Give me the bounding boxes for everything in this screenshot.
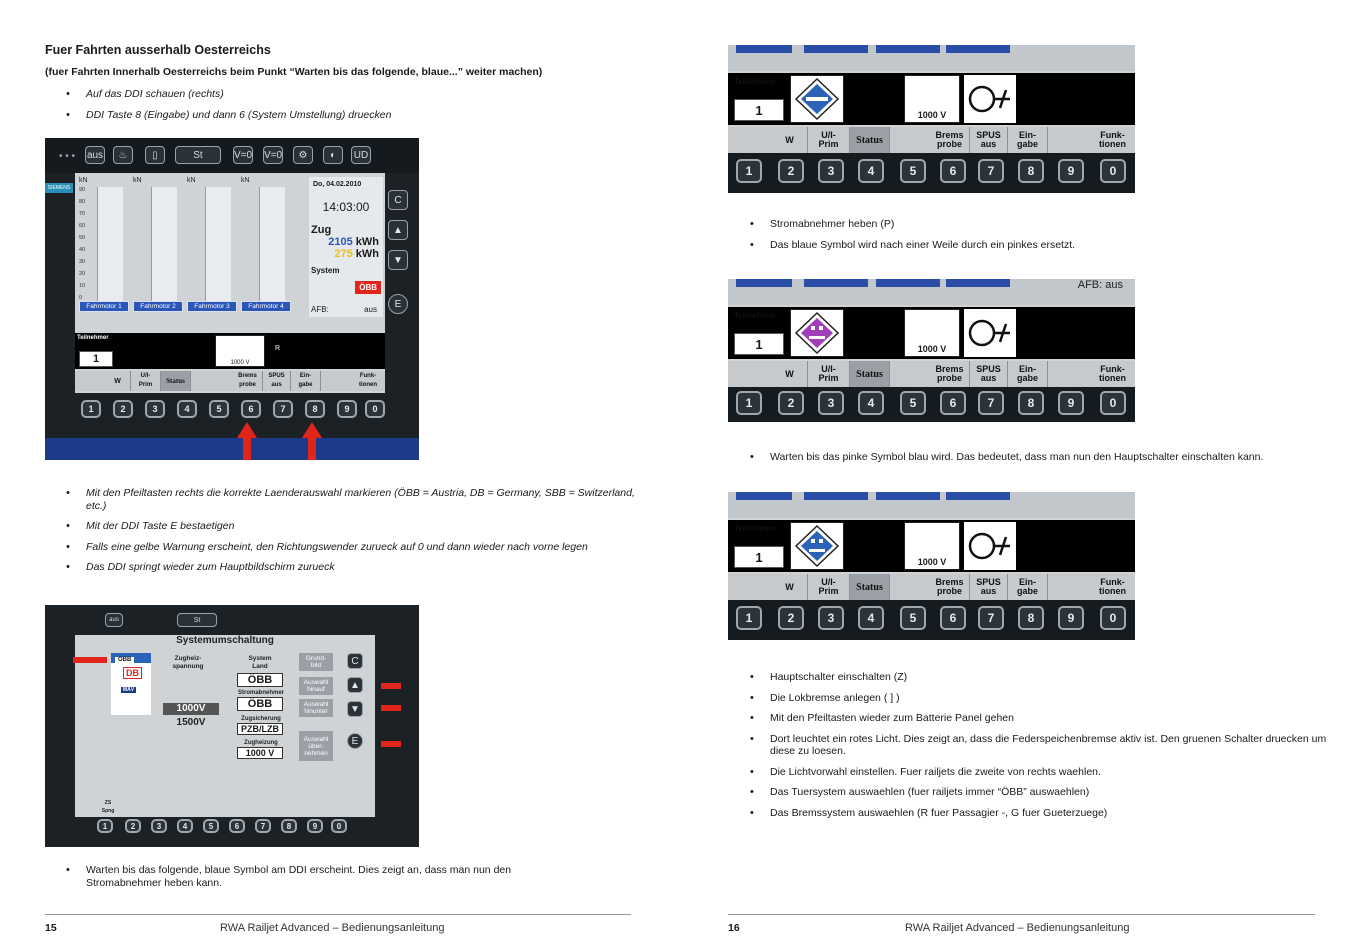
system-obb-badge: ÖBB [355,281,381,294]
softkey-ui-prim[interactable]: U/I- Prim [808,127,850,153]
footer-title: RWA Railjet Advanced – Bedienungsanleitung [905,922,1130,934]
zugsicherung-label: Zugsicherung [241,716,281,722]
v0-icon: V=0 [233,146,253,164]
flag-db[interactable]: DB [123,667,142,679]
softkey-funktionen[interactable]: Funk- tionen [1099,577,1126,596]
main-switch-icon [964,75,1016,123]
list-item: • Das DDI springt wieder zum Hauptbildschirm zurueck [64,561,639,574]
ddi-panel-blue [728,45,1135,193]
list-item: • DDI Taste 8 (Eingabe) und dann 6 (System Umstellung) druecken [64,109,644,122]
teilnehmer-value: 1 [79,351,113,367]
bullet-list-bottom [64,864,584,897]
list-item: • Warten bis das pinke Symbol blau wird. Das bedeutet, dass man nun den Hauptschalter einschalten kann. [748,451,1348,464]
r-label: R [275,345,281,352]
gauge-motor-2: kN Fahrmotor 2 [133,177,181,317]
heater-voltage-icon: 1000 V [904,522,960,570]
list-item: • Das Tuersystem auswaehlen (fuer railjets immer “ÖBB” auswaehlen) [748,786,1338,799]
strom-value[interactable]: ÖBB [237,697,283,711]
num-key-6[interactable]: 6 [940,606,966,630]
list-item: • Die Lokbremse anlegen ( ] ) [748,692,1338,705]
system-label: System [311,266,340,275]
softkey-eingabe[interactable]: Ein- gabe [1008,127,1048,153]
afb-label: AFB: [311,305,329,314]
num-key-0[interactable]: 0 [365,400,385,418]
softkey-eingabe[interactable]: Ein- gabe [1008,361,1048,387]
ddi-system-screenshot [45,605,419,847]
list-item: • Mit den Pfeiltasten wieder zum Batterie Panel gehen [748,712,1338,725]
softkey-spus[interactable]: SPUS aus [970,574,1008,600]
teilnehmer-label: Teilnehmer [734,524,777,533]
afb-strip: AFB: aus [1077,279,1123,291]
softkey-bremsprobe[interactable]: Brems probe [233,371,263,391]
num-key-8[interactable]: 8 [1018,606,1044,630]
v0-alt-icon: V=0 [263,146,283,164]
num-key-1[interactable]: 1 [736,606,762,630]
softkey-bremsprobe[interactable]: Brems probe [930,127,970,153]
num-key-4[interactable]: 4 [858,606,884,630]
bullet-list-a [748,218,1308,259]
num-key-7[interactable]: 7 [273,400,293,418]
num-key-2[interactable]: 2 [113,400,133,418]
list-item: • Warten bis das folgende, blaue Symbol am DDI erscheint. Dies zeigt an, dass man nun den Stromabnehmer heben kann. [64,864,584,889]
softkey-bremsprobe[interactable]: Brems probe [930,361,970,387]
footer-title: RWA Railjet Advanced – Bedienungsanleitung [220,922,445,934]
softkey-funktionen[interactable]: Funk- tionen [1099,130,1126,149]
num-key-7[interactable]: 7 [255,819,271,833]
num-key-1[interactable]: 1 [97,819,113,833]
grundbild-key[interactable]: Grund- bild [299,653,333,671]
red-arrow-e [381,741,401,747]
num-key-2[interactable]: 2 [778,159,804,183]
num-key-0[interactable]: 0 [1100,391,1126,415]
num-key-6[interactable]: 6 [940,159,966,183]
num-key-6[interactable]: 6 [940,391,966,415]
softkey-w[interactable]: W [772,361,808,387]
section-subheading: (fuer Fahrten Innerhalb Oesterreichs beim Punkt “Warten bis das folgende, blaue...” weiter machen) [45,66,543,78]
softkey-bremsprobe[interactable]: Brems probe [930,574,970,600]
num-key-3[interactable]: 3 [818,159,844,183]
softkey-eingabe[interactable]: Ein- gabe [1008,574,1048,600]
side-key-c[interactable]: C [347,653,363,669]
heater-voltage-icon: 1000 V [904,309,960,357]
num-key-1[interactable]: 1 [736,159,762,183]
system-land-label: System Land [248,655,272,670]
marker-icon: ▯ [145,146,165,164]
main-switch-icon [964,309,1016,357]
flag-obb[interactable]: ÖBB [115,657,134,663]
softkey-w[interactable]: W [772,127,808,153]
ddi-zug: Zug [311,224,332,236]
list-item: • Falls eine gelbe Warnung erscheint, den Richtungswender zurueck auf 0 und dann wieder nach vorne legen [64,541,639,554]
stromabnehmer-label: Stromabnehmer [237,690,284,696]
page-number: 15 [45,922,57,934]
teilnehmer-label: Teilnehmer [734,311,777,320]
list-item: • Hauptschalter einschalten (Z) [748,671,1338,684]
softkey-status[interactable]: Status [850,361,890,387]
st-icon: St [177,613,217,627]
num-key-4[interactable]: 4 [858,159,884,183]
softkey-ui-prim[interactable]: U/I- Prim [131,371,161,391]
red-arrow-key-6 [243,436,251,460]
softkey-w[interactable]: W [772,574,808,600]
auswahl-uebernehmen-key[interactable]: Auswahl über- nehmen [299,731,333,761]
red-arrow-flags [73,657,107,663]
kwh-total: 2105 [328,236,353,248]
gauge-ticks: 90 80 70 60 50 40 30 20 10 0 [79,187,86,301]
bullet-list-c [748,671,1338,827]
page-15 [0,0,680,952]
brightness-icon: ◐ [323,146,343,164]
zugheizung-label: Zugheizung [244,740,278,746]
system-title: Systemumschaltung [176,635,274,646]
list-item: • Dort leuchtet ein rotes Licht. Dies zeigt an, dass die Federspeichenbremse aktiv ist. Den gruenen Schalter druecken um diese zu loesen. [748,733,1338,758]
gauge-motor-3: kN Fahrmotor 3 [187,177,235,317]
softkey-funktionen[interactable]: Funk- tionen [359,373,377,388]
num-key-1[interactable]: 1 [736,391,762,415]
ddi-panel-pink [728,279,1135,422]
ddi-main-screenshot: • • • aus ♨ ▯ St V=0 V=0 ⚙ ◐ UD SIEMENS kN Fahrmotor 1 kN Fahrmotor 2 kN Fahrmotor 3 kN Fahrmotor 4 90 80 70 60 50 40 30 20 10 0 Do, 04.02.2010 14:03:00 Zug 2105 kWh 275 kWh System ÖBB AFB: aus Teilnehmer 1 1000 V R W U/I- Prim Status Brems probe SPUS aus Ein- gabe Funk- tionen C ▲ ▼ E 1 2 3 4 5 6 7 8 9 0 [45,138,419,460]
footer-rule [728,914,1315,915]
side-key-c[interactable]: C [388,190,408,210]
softkey-spus[interactable]: SPUS aus [263,371,291,391]
num-key-6[interactable]: 6 [229,819,245,833]
num-key-4[interactable]: 4 [177,819,193,833]
side-key-e[interactable]: E [388,294,408,314]
num-key-6[interactable]: 6 [241,400,261,418]
heater-voltage-icon: 1000 V [215,335,265,367]
pantograph-status-blue [790,75,844,123]
num-key-0[interactable]: 0 [331,819,347,833]
land-value[interactable]: ÖBB [237,673,283,687]
num-key-8[interactable]: 8 [1018,391,1044,415]
afb-value: aus [364,305,377,314]
auswahl-hinauf-key[interactable]: Auswahl hinauf [299,677,333,695]
softkey-status[interactable]: Status [850,127,890,153]
num-key-0[interactable]: 0 [1100,159,1126,183]
num-key-8[interactable]: 8 [1018,159,1044,183]
red-arrow-down [381,705,401,711]
list-item: • Auf das DDI schauen (rechts) [64,88,644,101]
num-key-4[interactable]: 4 [177,400,197,418]
num-key-2[interactable]: 2 [778,606,804,630]
num-key-1[interactable]: 1 [81,400,101,418]
side-key-e[interactable]: E [347,733,363,749]
flag-mav[interactable]: MÁV [123,687,135,693]
footer-rule [45,914,631,915]
side-key-up[interactable]: ▲ [347,677,363,693]
softkey-status[interactable]: Status [850,574,890,600]
kwh-recup: 275 [334,248,353,260]
st-icon: St [175,146,221,164]
num-key-8[interactable]: 8 [281,819,297,833]
num-key-9[interactable]: 9 [1058,606,1084,630]
teilnehmer-value: 1 [734,99,784,121]
heater-icon: ♨ [113,146,133,164]
gauge-motor-4: kN Fahrmotor 4 [241,177,289,317]
list-item: • Mit den Pfeiltasten rechts die korrekte Laenderauswahl markieren (ÖBB = Austria, DB = Germany, SBB = Switzerland, etc.) [64,487,639,512]
num-key-7[interactable]: 7 [978,606,1004,630]
teilnehmer-label: Teilnehmer [77,335,109,341]
softkey-funktionen[interactable]: Funk- tionen [1099,364,1126,383]
page-16 [681,0,1361,952]
bullet-list-b [748,451,1348,472]
ddi-panel-blue-ready [728,492,1135,640]
num-key-7[interactable]: 7 [978,159,1004,183]
side-key-up[interactable]: ▲ [388,220,408,240]
num-key-0[interactable]: 0 [1100,606,1126,630]
num-key-9[interactable]: 9 [1058,391,1084,415]
teilnehmer-label: Teilnehmer [734,77,777,86]
num-key-5[interactable]: 5 [900,606,926,630]
voltage-1500[interactable]: 1500V [176,717,206,728]
zs-spng-key[interactable]: ZS Spng [101,800,115,814]
gauge-motor-1: kN Fahrmotor 1 [79,177,127,317]
num-key-4[interactable]: 4 [858,391,884,415]
zugsicherung-value[interactable]: PZB/LZB [237,723,283,735]
main-switch-icon [964,522,1016,570]
zugheizung-value[interactable]: 1000 V [237,747,283,759]
num-key-8[interactable]: 8 [305,400,325,418]
softkey-w[interactable]: W [105,371,131,391]
ddi-date: Do, 04.02.2010 [313,181,362,188]
num-key-5[interactable]: 5 [209,400,229,418]
num-key-2[interactable]: 2 [778,391,804,415]
voltage-1000[interactable]: 1000V [163,703,219,715]
softkey-ui-prim[interactable]: U/I- Prim [808,361,850,387]
siemens-logo: SIEMENS [45,183,73,193]
num-key-9[interactable]: 9 [1058,159,1084,183]
pantograph-status-pink [790,309,844,357]
list-item: • Die Lichtvorwahl einstellen. Fuer railjets die zweite von rechts waehlen. [748,766,1338,779]
list-item: • Das Bremssystem auswaehlen (R fuer Passagier -, G fuer Gueterzuege) [748,807,1338,820]
num-key-5[interactable]: 5 [203,819,219,833]
teilnehmer-value: 1 [734,333,784,355]
bullet-list-middle [64,487,639,582]
softkey-eingabe[interactable]: Ein- gabe [291,371,321,391]
num-key-7[interactable]: 7 [978,391,1004,415]
bullet-list-top [64,88,644,129]
section-heading: Fuer Fahrten ausserhalb Oesterreichs [45,43,271,57]
num-key-9[interactable]: 9 [307,819,323,833]
softkey-status[interactable]: Status [161,371,191,391]
list-item: • Das blaue Symbol wird nach einer Weile durch ein pinkes ersetzt. [748,239,1308,252]
ddi-time: 14:03:00 [322,200,370,214]
side-key-down[interactable]: ▼ [388,250,408,270]
red-arrow-up [381,683,401,689]
list-item: • Mit der DDI Taste E bestaetigen [64,520,639,533]
num-key-2[interactable]: 2 [125,819,141,833]
ud-icon: UD [351,146,371,164]
auswahl-hinunter-key[interactable]: Auswahl hinunter [299,699,333,717]
gear-icon: ⚙ [293,146,313,164]
num-key-9[interactable]: 9 [337,400,357,418]
num-key-5[interactable]: 5 [900,159,926,183]
num-key-3[interactable]: 3 [145,400,165,418]
softkey-spus[interactable]: SPUS aus [970,127,1008,153]
teilnehmer-value: 1 [734,546,784,568]
softkey-spus[interactable]: SPUS aus [970,361,1008,387]
aus-icon: aus [85,146,105,164]
page-number: 16 [728,922,740,934]
softkey-ui-prim[interactable]: U/I- Prim [808,574,850,600]
num-key-3[interactable]: 3 [818,391,844,415]
heater-voltage-icon: 1000 V [904,75,960,123]
zugheiz-label: Zugheiz- spannung [172,655,204,670]
aus-icon: aus [105,613,123,627]
side-key-down[interactable]: ▼ [347,701,363,717]
num-key-3[interactable]: 3 [151,819,167,833]
num-key-3[interactable]: 3 [818,606,844,630]
num-key-5[interactable]: 5 [900,391,926,415]
list-item: • Stromabnehmer heben (P) [748,218,1308,231]
pantograph-status-ready [790,522,844,570]
red-arrow-key-8 [308,436,316,460]
